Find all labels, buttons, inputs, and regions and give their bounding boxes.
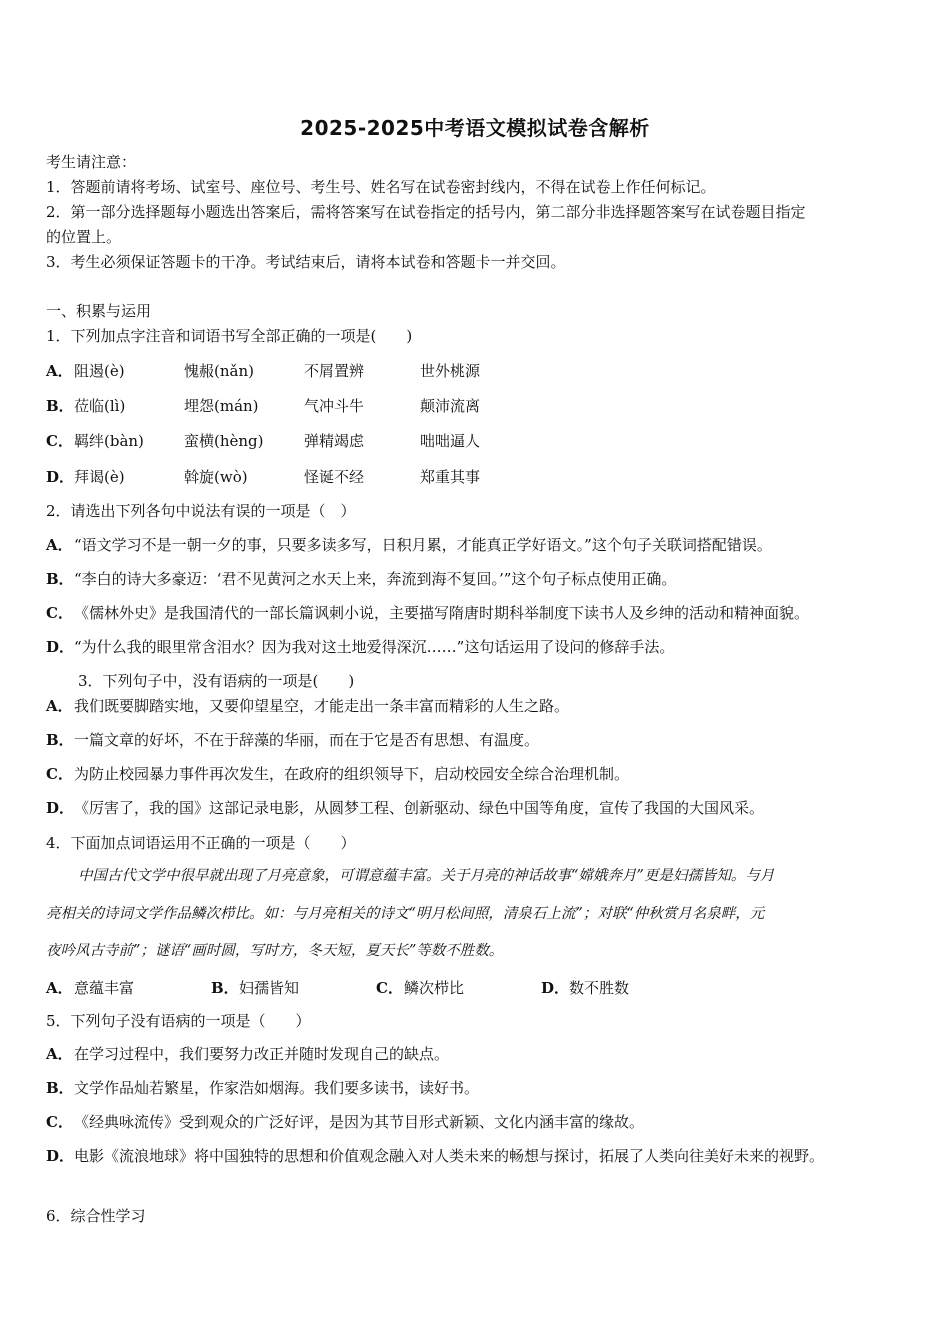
q2-option-a xyxy=(46,535,772,555)
passage-line: 夜吟风古寺前”；谜语“画时圆，写时方，冬天短，夏天长”等数不胜数。 xyxy=(46,943,504,959)
option-letter: C． xyxy=(46,1113,73,1131)
option-text: 意蕴丰富 xyxy=(74,979,135,997)
option-letter: A． xyxy=(46,697,73,715)
option-text: 数不胜数 xyxy=(569,979,630,997)
option-text: 我们既要脚踏实地，又要仰望星空，才能走出一条丰富而精彩的人生之路。 xyxy=(74,697,570,715)
q2-option-b xyxy=(46,569,676,589)
q5-option-a xyxy=(46,1044,449,1064)
option-letter: B． xyxy=(211,979,239,997)
option-item: 斡旋(wò) xyxy=(184,468,248,486)
option-letter: C． xyxy=(46,604,73,622)
option-item: 埋怨(mán) xyxy=(184,397,259,415)
option-letter: D． xyxy=(541,979,570,997)
section-heading: 一、积累与运用 xyxy=(46,302,152,320)
question-stem: 3．下列句子中，没有语病的一项是( ) xyxy=(78,672,355,690)
q1-option-d xyxy=(46,466,480,487)
option-item: 郑重其事 xyxy=(420,468,481,486)
option-letter: A． xyxy=(46,362,73,380)
page-title: 2025-2025中考语文模拟试卷含解析 xyxy=(300,116,650,140)
q5-option-b xyxy=(46,1078,479,1098)
question-stem: 1．下列加点字注音和词语书写全部正确的一项是( ) xyxy=(46,327,413,345)
option-item: 不屑置辨 xyxy=(304,362,365,380)
option-item: 愧赧(nǎn) xyxy=(184,362,254,380)
option-letter: B． xyxy=(46,1079,74,1097)
option-letter: D． xyxy=(46,799,75,817)
option-letter: D． xyxy=(46,638,75,656)
option-text: 鳞次栉比 xyxy=(404,979,465,997)
notice-heading: 考生请注意： xyxy=(46,153,137,171)
q3-option-d xyxy=(46,798,764,818)
option-text: 电影《流浪地球》将中国独特的思想和价值观念融入对人类未来的畅想与探讨，拓展了人类向往美好未来的视野。 xyxy=(74,1147,825,1165)
option-item: 弹精竭虑 xyxy=(304,432,365,450)
option-text: 妇孺皆知 xyxy=(239,979,300,997)
passage-line: 中国古代文学中很早就出现了月亮意象，可谓意蕴丰富。关于月亮的神话故事“嫦娥奔月”更是妇孺皆知。与月 xyxy=(78,868,775,884)
option-item: 气冲斗牛 xyxy=(304,397,365,415)
question-stem: 6．综合性学习 xyxy=(46,1207,146,1225)
question-stem: 5．下列句子没有语病的一项是（ ） xyxy=(46,1012,311,1030)
option-item: 怪诞不经 xyxy=(304,468,365,486)
notice-item: 1．答题前请将考场、试室号、座位号、考生号、姓名写在试卷密封线内，不得在试卷上作任何标记。 xyxy=(46,178,716,196)
option-text: 文学作品灿若繁星，作家浩如烟海。我们要多读书，读好书。 xyxy=(74,1079,480,1097)
q1-option-c xyxy=(46,430,480,451)
option-item: 蛮横(hèng) xyxy=(184,432,264,450)
notice-item: 3．考生必须保证答题卡的干净。考试结束后，请将本试卷和答题卡一并交回。 xyxy=(46,253,566,271)
q2-option-c xyxy=(46,603,809,623)
q3-option-b xyxy=(46,730,539,750)
option-item: 羁绊(bàn) xyxy=(74,432,144,450)
option-letter: A． xyxy=(46,979,73,997)
option-text: 《经典咏流传》受到观众的广泛好评，是因为其节目形式新颖、文化内涵丰富的缘故。 xyxy=(74,1113,645,1131)
option-item: 世外桃源 xyxy=(420,362,481,380)
option-letter: B． xyxy=(46,570,74,588)
option-item: 阻遏(è) xyxy=(74,362,125,380)
notice-item: 的位置上。 xyxy=(46,228,122,246)
option-item: 咄咄逼人 xyxy=(420,432,481,450)
option-text: 在学习过程中，我们要努力改正并随时发现自己的缺点。 xyxy=(74,1045,450,1063)
option-text: 为防止校园暴力事件再次发生，在政府的组织领导下，启动校园安全综合治理机制。 xyxy=(74,765,630,783)
option-letter: C． xyxy=(376,979,403,997)
notice-item: 2．第一部分选择题每小题选出答案后，需将答案写在试卷指定的括号内，第二部分非选择题答案写在试卷题目指定 xyxy=(46,203,806,221)
option-text: “李白的诗大多豪迈：‘君不见黄河之水天上来，奔流到海不复回。’”这个句子标点使用正确。 xyxy=(74,570,677,588)
option-letter: B． xyxy=(46,731,74,749)
q3-option-c xyxy=(46,764,629,784)
question-stem: 4．下面加点词语运用不正确的一项是（ ） xyxy=(46,834,356,852)
option-letter: A． xyxy=(46,1045,73,1063)
q1-option-a xyxy=(46,360,480,381)
q2-option-d xyxy=(46,637,674,657)
q3-option-a xyxy=(46,696,569,716)
option-text: “语文学习不是一朝一夕的事，只要多读多写，日积月累，才能真正学好语文。”这个句子关联词搭配错误。 xyxy=(74,536,772,554)
q1-option-b xyxy=(46,395,480,416)
option-text: 《厉害了，我的国》这部记录电影，从圆梦工程、创新驱动、绿色中国等角度，宣传了我国的大国风采。 xyxy=(74,799,765,817)
option-letter: B． xyxy=(46,397,74,415)
option-letter: A． xyxy=(46,536,73,554)
q4-options xyxy=(46,977,629,998)
option-letter: D． xyxy=(46,468,75,486)
option-letter: C． xyxy=(46,432,73,450)
option-item: 颠沛流离 xyxy=(420,397,481,415)
option-item: 莅临(lì) xyxy=(74,397,126,415)
question-stem: 2．请选出下列各句中说法有误的一项是（ ） xyxy=(46,502,356,520)
option-text: “为什么我的眼里常含泪水？因为我对这土地爱得深沉……”这句话运用了设问的修辞手法。 xyxy=(74,638,675,656)
option-letter: D． xyxy=(46,1147,75,1165)
q5-option-c xyxy=(46,1112,644,1132)
option-text: 《儒林外史》是我国清代的一部长篇讽刺小说，主要描写隋唐时期科举制度下读书人及乡绅的活动和精神面貌。 xyxy=(74,604,810,622)
option-letter: C． xyxy=(46,765,73,783)
passage-line: 亮相关的诗词文学作品鳞次栉比。如：与月亮相关的诗文“明月松间照，清泉石上流”；对联“仲秋赏月名泉畔，元 xyxy=(46,906,765,922)
q5-option-d xyxy=(46,1146,824,1166)
option-text: 一篇文章的好坏，不在于辞藻的华丽，而在于它是否有思想、有温度。 xyxy=(74,731,540,749)
option-item: 拜谒(è) xyxy=(74,468,125,486)
